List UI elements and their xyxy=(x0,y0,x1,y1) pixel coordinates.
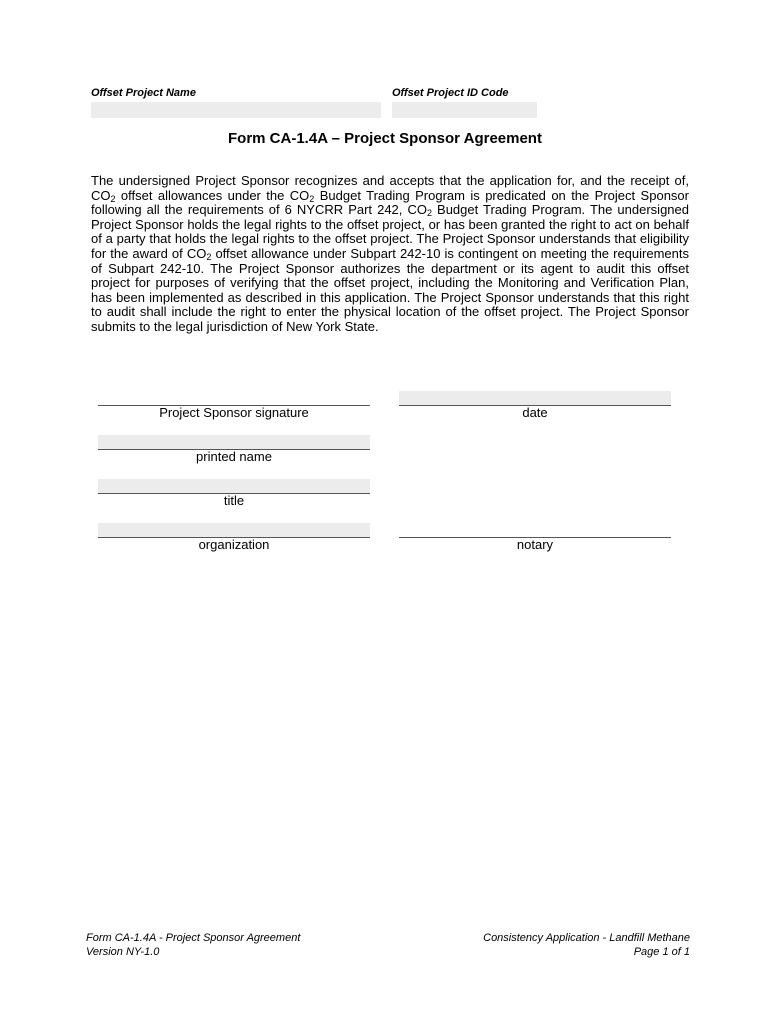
notary-label: notary xyxy=(516,537,554,552)
printed-name-field[interactable] xyxy=(98,435,370,449)
date-field[interactable] xyxy=(399,391,671,405)
offset-project-name-field[interactable] xyxy=(91,102,381,118)
organization-label: organization xyxy=(198,537,270,552)
printed-name-label: printed name xyxy=(196,449,272,464)
title-label: title xyxy=(223,493,245,508)
footer-left xyxy=(86,931,300,959)
form-title: Form CA-1.4A – Project Sponsor Agreement xyxy=(228,130,542,147)
agreement-paragraph: The undersigned Project Sponsor recognizes and accepts that the application for, and the receipt of, $CO_2$ offset allowances under the $CO_2$ Budget Trading Program is predicated on the Project Sponsor following all the requirements of 6 NYCRR Part 242, $CO_2$ Budget Trading Program. The undersigned Project Sponsor holds the legal rights to the offset project, or has been granted the right to act on behalf of a party that holds the legal rights to the offset project. The Project Sponsor understands that eligibility for the award of $CO_2$ offset allowance under Subpart 242-10 is contingent on meeting the requirements of Subpart 242-10. The Project Sponsor authorizes the department or its agent to audit this offset project for purposes of verifying that the offset project, including the Monitoring and Verification Plan, has been implemented as described in this application. The Project Sponsor understands that this right to audit shall include the right to enter the physical location of the offset project. The Project Sponsor submits to the legal jurisdiction of New York State. xyxy=(91,173,689,334)
title-field[interactable] xyxy=(98,479,370,493)
date-label: date xyxy=(522,405,548,420)
sponsor-signature-label: Project Sponsor signature xyxy=(159,405,309,420)
offset-project-name-label: Offset Project Name xyxy=(91,87,196,99)
footer-application-name: Consistency Application - Landfill Methane xyxy=(483,932,690,944)
footer-form-name: Form CA-1.4A - Project Sponsor Agreement xyxy=(86,932,301,944)
footer-right xyxy=(483,931,690,959)
offset-project-id-label: Offset Project ID Code xyxy=(392,87,509,99)
organization-field[interactable] xyxy=(98,523,370,537)
offset-project-id-field[interactable] xyxy=(392,102,537,118)
footer-page-number: Page 1 of 1 xyxy=(633,946,690,958)
footer-version: Version NY-1.0 xyxy=(86,946,160,958)
